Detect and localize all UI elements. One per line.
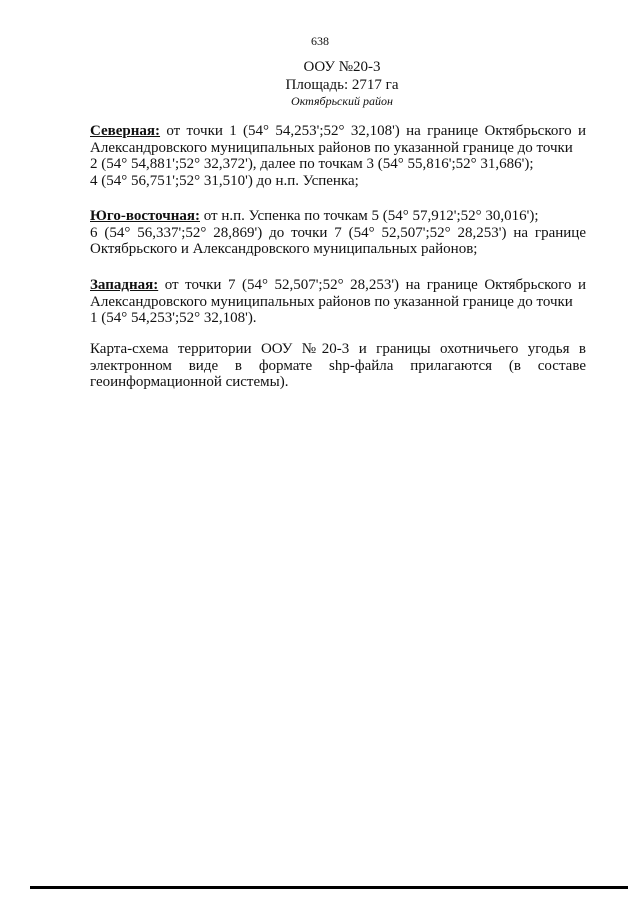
north-line-1 xyxy=(90,123,586,140)
document-header xyxy=(0,58,640,109)
area-line: Площадь: 2717 га xyxy=(285,77,399,93)
west-line-3: 1 (54° 54,253';52° 32,108'). xyxy=(90,310,257,326)
southeast-line-3: Октябрьского и Александровского муниципальных районов; xyxy=(90,241,478,257)
west-line-1-text: от точки 7 (54° 52,507';52° 28,253') на границе Октябрьского и xyxy=(158,277,586,293)
southeast-line-1 xyxy=(90,208,586,225)
west-line-2: Александровского муниципальных районов по указанной границе до точки xyxy=(90,293,573,310)
west-label: Западная: xyxy=(90,277,159,293)
north-label: Северная: xyxy=(90,123,161,139)
note-line-2: электронном виде в формате shp-файла прилагаются (в составе xyxy=(90,357,586,374)
document-title: ООУ №20-3 xyxy=(303,59,381,75)
note-line-3: геоинформационной системы). xyxy=(90,374,289,390)
north-line-3: 2 (54° 54,881';52° 32,372'), далее по точкам 3 (54° 55,816';52° 31,686'); xyxy=(90,156,534,172)
section-southeast xyxy=(90,208,586,258)
note-line-1: Карта-схема территории ООУ №20-3 и границы охотничьего угодья в xyxy=(90,341,586,357)
section-note xyxy=(90,341,586,391)
footer-rule xyxy=(30,886,628,889)
west-line-1 xyxy=(90,277,586,294)
southeast-label: Юго-восточная: xyxy=(90,208,200,224)
district-line: Октябрьский район xyxy=(291,94,393,108)
southeast-line-1-text: от н.п. Успенка по точкам 5 (54° 57,912';52° 30,016'); xyxy=(199,208,539,224)
north-line-4: 4 (54° 56,751';52° 31,510') до н.п. Успенка; xyxy=(90,172,359,189)
page-number: 638 xyxy=(311,34,329,48)
north-line-2: Александровского муниципальных районов по указанной границе до точки xyxy=(90,139,573,156)
section-west xyxy=(90,277,586,327)
southeast-line-2: 6 (54° 56,337';52° 28,869') до точки 7 (54° 52,507';52° 28,253') на границе xyxy=(90,224,586,241)
north-line-1-text: от точки 1 (54° 54,253';52° 32,108') на границе Октябрьского и xyxy=(160,123,586,139)
section-north xyxy=(90,123,586,189)
